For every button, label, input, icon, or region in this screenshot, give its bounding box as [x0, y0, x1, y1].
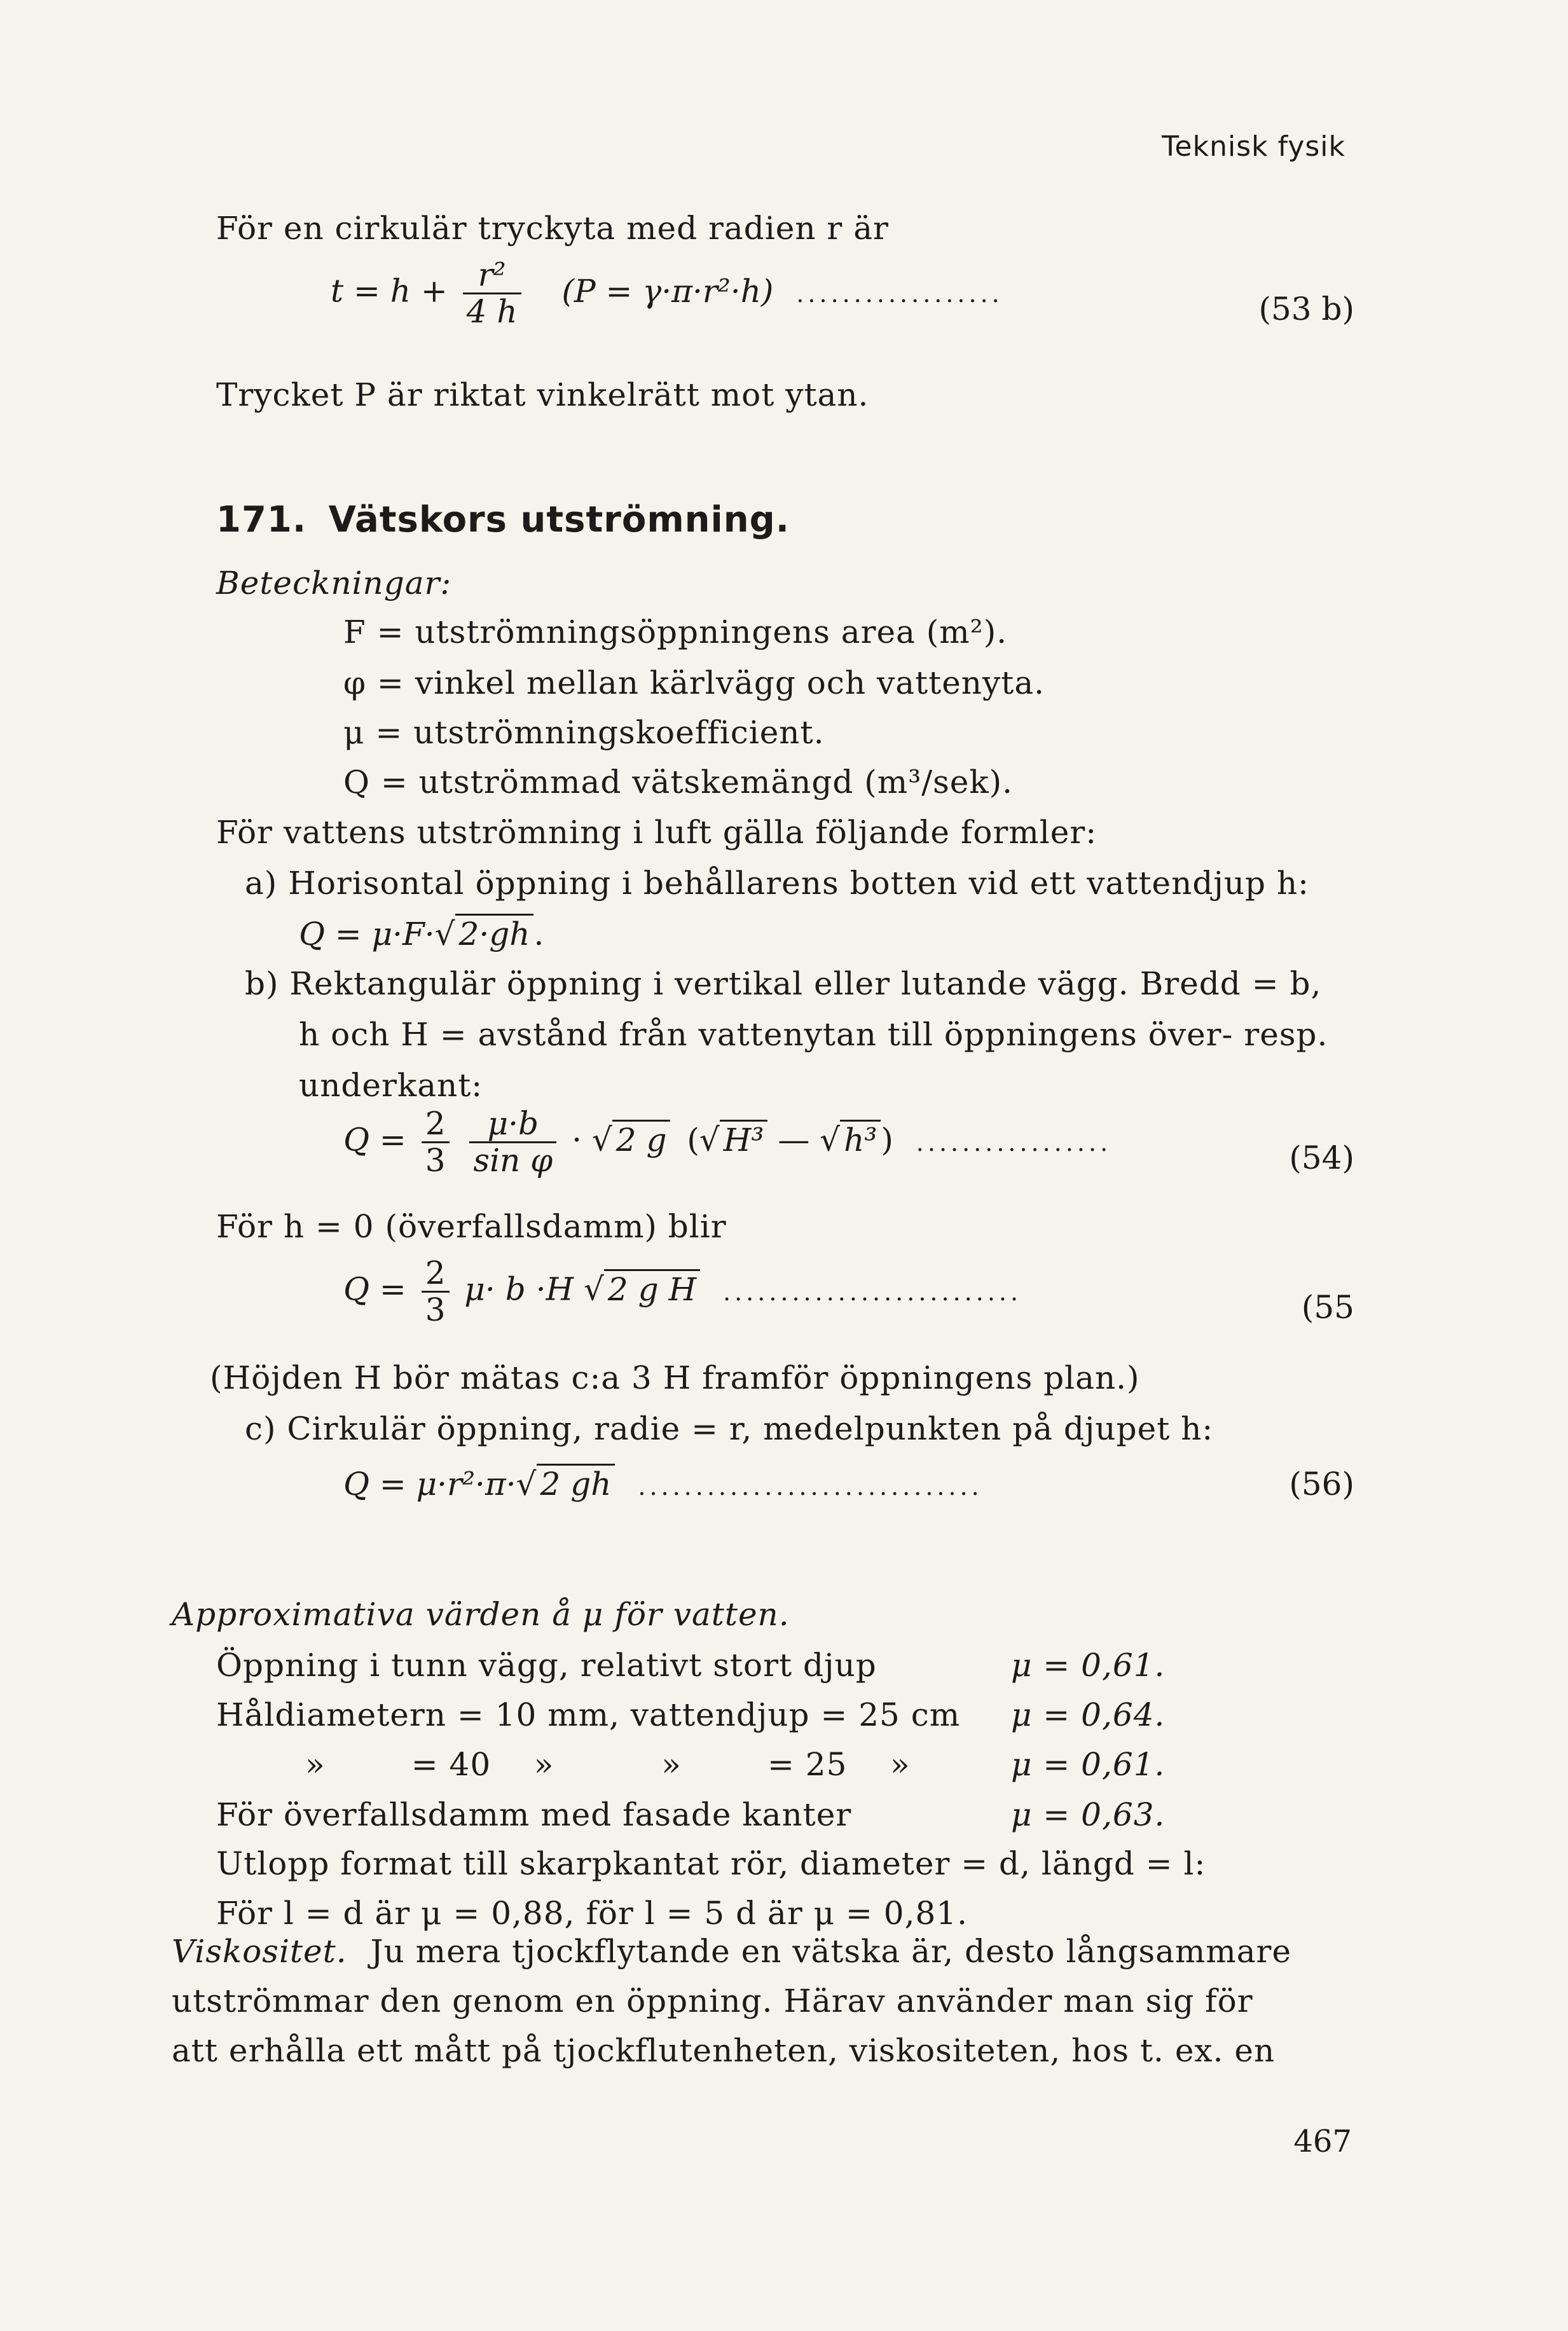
formula-55-rest: μ· b ·H	[464, 1270, 574, 1308]
formula-54-frac1-den: 3	[425, 1142, 446, 1179]
equation-number-55: (55	[1301, 1289, 1354, 1326]
formula-54-minus: —	[778, 1121, 810, 1159]
formula-a-tail: .	[533, 916, 544, 952]
formula-54-frac1-num: 2	[422, 1106, 450, 1143]
approx-row-1-text: Öppning i tunn vägg, relativt stort djup	[216, 1647, 877, 1684]
formulas-lead: För vattens utströmning i luft gälla följande formler:	[216, 814, 1097, 851]
formula-55-root: 2 g H	[604, 1269, 700, 1308]
section-heading	[216, 499, 790, 540]
formula-a-root: 2·gh	[455, 914, 534, 952]
formula-56-dots: ..............................	[638, 1473, 983, 1501]
beteckningar-label: Beteckningar:	[216, 565, 452, 602]
formula-54-frac2-den: sin φ	[473, 1142, 553, 1179]
viskositet-line-3: att erhålla ett mått på tjockflutenheten, viskositeten, hos t. ex. en	[172, 2032, 1276, 2069]
formula-56: Q = μ·r²·π·√ 2 gh .............................. (56)	[343, 1466, 1354, 1502]
formula-53b-numerator: r²	[463, 258, 521, 294]
approx-row-4-value: μ = 0,63.	[1011, 1796, 1166, 1833]
formula-54-fraction-1	[422, 1106, 450, 1178]
formula-55-num: 2	[422, 1256, 450, 1293]
formula-55-den: 3	[425, 1291, 446, 1328]
approx-heading: Approximativa värden å μ för vatten.	[172, 1596, 790, 1633]
formula-a: Q = μ·F·√ 2·gh .	[299, 916, 544, 952]
formula-55-fraction	[422, 1256, 450, 1328]
formula-54-root-H3: H³	[720, 1120, 768, 1159]
formula-54-dots: .................	[916, 1128, 1112, 1157]
formula-53b-fraction	[463, 258, 521, 329]
formula-a-lhs: Q = μ·F·	[299, 916, 435, 952]
formula-54-dot: ·	[572, 1121, 582, 1159]
formula-54-lhs: Q =	[343, 1121, 406, 1159]
approx-row-2-text: Håldiametern = 10 mm, vattendjup = 25 cm	[216, 1696, 961, 1733]
section-number: 171.	[216, 499, 307, 540]
formula-56-lhs: Q = μ·r²·π·	[343, 1466, 516, 1502]
equation-number-54: (54)	[1289, 1139, 1354, 1176]
h-zero-line: För h = 0 (överfallsdamm) blir	[216, 1208, 727, 1245]
formula-55-lhs: Q =	[343, 1270, 406, 1308]
height-note: (Höjden H bör mätas c:a 3 H framför öppningens plan.)	[210, 1359, 1140, 1396]
viskositet-line-1	[172, 1933, 1291, 1970]
definition-mu: μ = utströmningskoefficient.	[343, 714, 825, 751]
formula-53b	[331, 258, 1354, 329]
equation-number-56: (56)	[1289, 1466, 1354, 1502]
intro-line-1: För en cirkulär tryckyta med radien r är	[216, 210, 889, 247]
formula-54-root-h3: h³	[840, 1120, 881, 1159]
formula-54-close: )	[881, 1121, 893, 1159]
formula-54-root-2g: 2 g	[612, 1120, 671, 1159]
formula-56-root: 2 gh	[537, 1464, 616, 1502]
section-title: Vätskors utströmning.	[328, 499, 790, 540]
case-a-text: a) Horisontal öppning i behållarens botten vid ett vattendjup h:	[245, 865, 1309, 902]
formula-54-fraction-2	[469, 1106, 556, 1178]
formula-54: Q = $\frac{2}{3}$ $\frac{\mu\cdot b}{\text{sin φ}}$ · √ 2 g (√ H³ — √ h³ ) ................. (54)	[343, 1105, 1354, 1179]
approx-row-2-value: μ = 0,64.	[1011, 1696, 1166, 1733]
utlopp-line: Utlopp format till skarpkantat rör, diameter = d, längd = l:	[216, 1845, 1206, 1882]
viskositet-text-1: Ju mera tjockflytande en vätska är, desto långsammare	[370, 1933, 1292, 1970]
approx-row-1-value: μ = 0,61.	[1011, 1647, 1166, 1684]
case-c-text: c) Cirkulär öppning, radie = r, medelpunkten på djupet h:	[245, 1410, 1214, 1447]
formula-53b-force: (P = γ·π·r²·h)	[561, 272, 774, 310]
viskositet-line-2: utströmmar den genom en öppning. Härav använder man sig för	[172, 1983, 1253, 2019]
case-b-line-1: b) Rektangulär öppning i vertikal eller lutande vägg. Bredd = b,	[245, 965, 1322, 1002]
definition-q: Q = utströmmad vätskemängd (m³/sek).	[343, 764, 1014, 801]
formula-55: Q = $\frac{2}{3}$ μ· b ·H √ 2 g H .......................... (55	[343, 1255, 1354, 1328]
running-title: Teknisk fysik	[1162, 130, 1345, 163]
equation-number-53b: (53 b)	[1258, 291, 1354, 327]
utlopp-values: För l = d är μ = 0,88, för l = 5 d är μ = 0,81.	[216, 1895, 968, 1932]
approx-row-3-value: μ = 0,61.	[1011, 1746, 1166, 1783]
formula-54-open: (	[687, 1121, 699, 1159]
case-b-line-3: underkant:	[299, 1067, 483, 1104]
approx-row-4-text: För överfallsdamm med fasade kanter	[216, 1796, 852, 1833]
intro-line-2: Trycket P är riktat vinkelrätt mot ytan.	[216, 376, 869, 413]
definition-phi: φ = vinkel mellan kärlvägg och vattenyta.	[343, 664, 1045, 701]
page-number: 467	[1293, 2124, 1352, 2159]
formula-53b-lhs: t = h +	[331, 272, 448, 310]
formula-54-frac2-num: μ·b	[469, 1106, 556, 1143]
formula-55-dots: ..........................	[723, 1277, 1022, 1306]
viskositet-label: Viskositet.	[172, 1933, 347, 1970]
approx-row-3-text: » = 40 » » = 25 »	[305, 1746, 911, 1783]
formula-53b-denominator: 4 h	[466, 293, 518, 330]
definition-f: F = utströmningsöppningens area (m²).	[343, 614, 1008, 650]
formula-53b-dots: ..................	[796, 279, 1003, 308]
case-b-line-2: h och H = avstånd från vattenytan till öppningens över- resp.	[299, 1016, 1328, 1053]
